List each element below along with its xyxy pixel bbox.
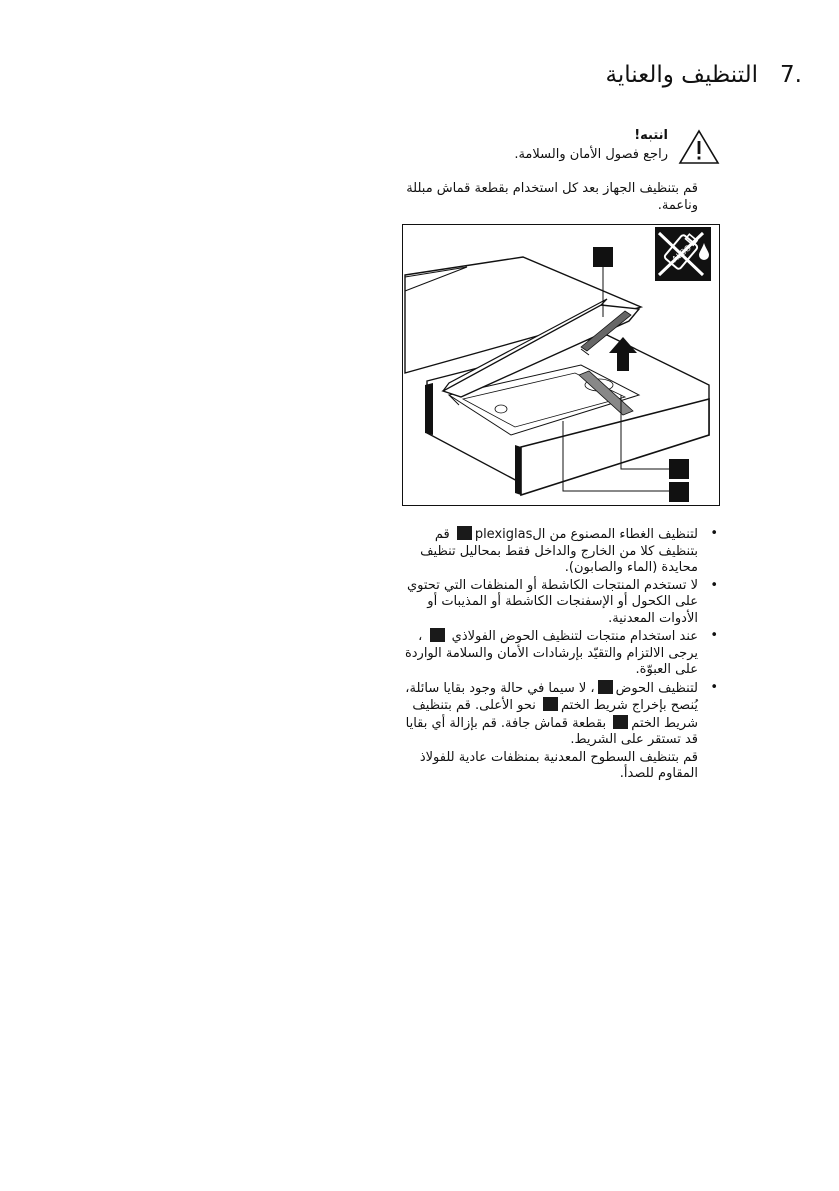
cleaning-instructions-list — [402, 526, 720, 784]
list-item: • عند استخدام منتجات لتنظيف الحوض الفولاذي ، يرجى الالتزام والتقيّد بإرشادات الأمان والسلامة الواردة على العبوّة. — [404, 628, 718, 677]
callout-marker — [430, 628, 445, 642]
warning-triangle-icon — [678, 128, 720, 166]
list-item-text: قم بتنظيف كلا من الخارج والداخل فقط بمحاليل تنظيف محايدة (الماء والصابون). — [420, 527, 698, 575]
list-item-text: لتنظيف الغطاء المصنوع من ال — [532, 527, 698, 542]
callout-box-a — [593, 247, 613, 267]
list-item-text: عند استخدام منتجات لتنظيف الحوض الفولاذي — [451, 629, 698, 644]
section-number: 7. — [780, 62, 802, 88]
list-item-text: قم بتنظيف السطوح المعدنية بمنظفات عادية للفولاذ المقاوم للصدأ. — [419, 749, 698, 781]
drawer-drawing — [403, 225, 721, 507]
list-item-text: نحو الأعلى. قم بتنظيف شريط الختم — [412, 698, 698, 731]
callout-box-b — [669, 459, 689, 479]
warning-text: راجع فصول الأمان والسلامة. — [514, 147, 668, 162]
callout-box-c — [669, 482, 689, 502]
list-item-text: لتنظيف الحوض — [615, 680, 698, 696]
no-alcohol-icon — [655, 227, 711, 281]
list-item-text: ، يرجى الالتزام والتقيّد بإرشادات الأمان والسلامة الواردة على العبوّة. — [404, 629, 698, 677]
list-item-text: ، لا سيما في حالة وجود بقايا سائلة، يُنصح بإخراج شريط الختم — [405, 680, 698, 713]
callout-marker — [457, 526, 472, 540]
list-item: • لتنظيف الحوض، لا سيما في حالة وجود بقايا سائلة، يُنصح بإخراج شريط الختم نحو الأعلى. قم بتنظيف شريط الختم بقطعة قماش جافة. قم بإزالة أي بقايا قد تستقر على الشريط. — [405, 679, 718, 747]
list-item — [402, 750, 720, 783]
section-heading — [382, 62, 802, 88]
intro-paragraph: قم بتنظيف الجهاز بعد كل استخدام بقطعة قماش مبللة وناعمة. — [406, 181, 698, 213]
callout-marker — [598, 680, 613, 694]
list-item: • لتنظيف الغطاء المصنوع من الplexiglas قم بتنظيف كلا من الخارج والداخل فقط بمحاليل تنظيف محايدة (الماء والصابون). — [420, 526, 718, 575]
warning-notice — [402, 128, 720, 172]
list-item-text: لا تستخدم المنتجات الكاشطة أو المنظفات التي تحتوي على الكحول أو الإسفنجات الكاشطة أو المذيبات أو الأدوات المعدنية. — [406, 577, 698, 626]
section-title: التنظيف والعناية — [605, 62, 759, 88]
list-item-text: plexiglas — [474, 527, 533, 542]
list-item: • لا تستخدم المنتجات الكاشطة أو المنظفات التي تحتوي على الكحول أو الإسفنجات الكاشطة أو المذيبات أو الأدوات المعدنية. — [406, 577, 718, 626]
list-item-text: بقطعة قماش جافة. قم بإزالة أي بقايا قد تستقر على الشريط. — [405, 715, 698, 747]
callout-marker — [543, 697, 558, 711]
warning-title: انتبه! — [634, 128, 668, 143]
callout-marker — [613, 715, 628, 729]
drawer-illustration — [402, 224, 720, 506]
